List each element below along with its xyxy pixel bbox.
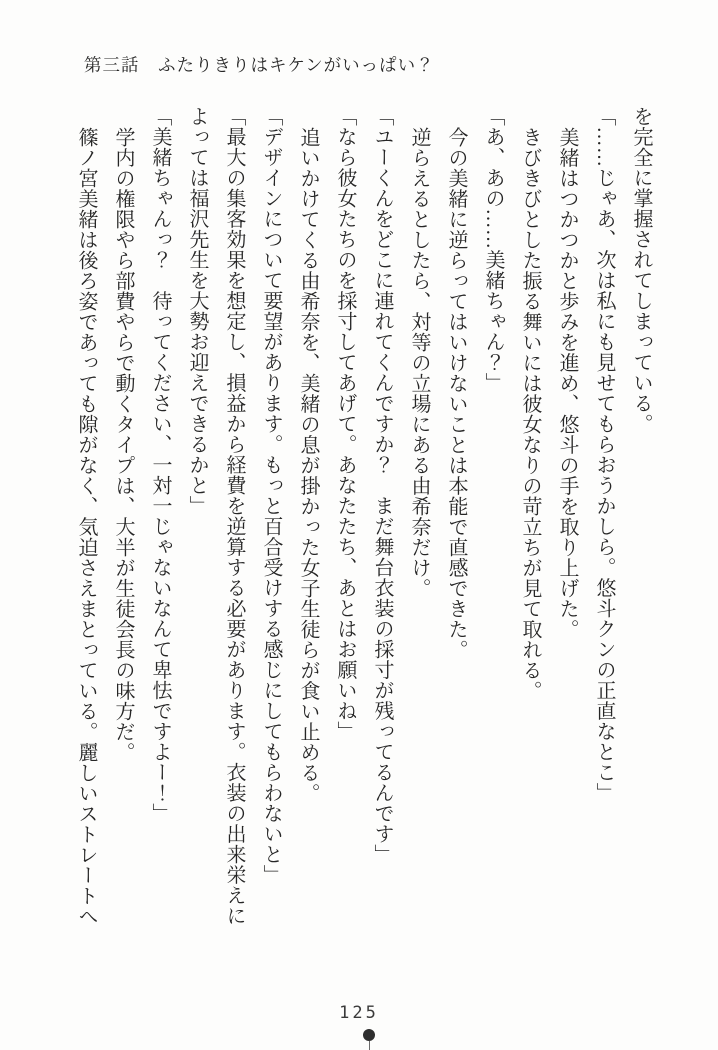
text-line: 追いかけてくる由希奈を、美緒の息が掛かった女子生徒らが食い止める。 <box>297 126 319 803</box>
marker-dot-icon <box>363 1029 375 1041</box>
vertical-text-block <box>67 106 659 942</box>
text-line: 学内の権限やら部費やらで動くタイプは、大半が生徒会長の味方だ。 <box>112 126 134 762</box>
page-marker-icon <box>363 1029 375 1050</box>
text-line: 「あ、あの……美緒ちゃん？」 <box>482 106 504 393</box>
chapter-header: 第三話 ふたりきりはキケンがいっぱい？ <box>84 55 435 75</box>
text-line: 「最大の集客効果を想定し、損益から経費を逆算する必要があります。衣装の出来栄えに <box>223 106 245 926</box>
text-line: 「ユーくんをどこに連れてくんですか？ まだ舞台衣装の採寸が残ってるんです」 <box>371 106 393 865</box>
text-line: 篠ノ宮美緒は後ろ姿であっても隙がなく、気迫さえまとっている。麗しいストレートへ <box>75 126 97 926</box>
text-line: よっては福沢先生を大勢お迎えできるかと」 <box>186 106 208 516</box>
text-line: 今の美緒に逆らってはいけないことは本能で直感できた。 <box>445 126 467 660</box>
text-line: 「美緒ちゃんっ？ 待ってください、一対一じゃないなんて卑怯ですよー！」 <box>149 106 171 824</box>
marker-stem-icon <box>369 1041 370 1050</box>
page-number: 125 <box>339 1003 379 1023</box>
text-line: 逆らえるとしたら、対等の立場にある由希奈だけ。 <box>408 126 430 598</box>
text-line: を完全に掌握されてしまっている。 <box>630 106 652 434</box>
text-line: きびきびとした振る舞いには彼女なりの苛立ちが見て取れる。 <box>519 126 541 701</box>
text-line: 「デザインについて要望があります。もっと百合受けする感じにしてもらわないと」 <box>260 106 282 885</box>
text-line: 「……じゃあ、次は私にも見せてもらおうかしら。悠斗クンの正直なとこ」 <box>593 106 615 803</box>
text-line: 「なら彼女たちのを採寸してあげて。あなたたち、あとはお願いね」 <box>334 106 356 742</box>
text-line: 美緒はつかつかと歩みを進め、悠斗の手を取り上げた。 <box>556 126 578 639</box>
